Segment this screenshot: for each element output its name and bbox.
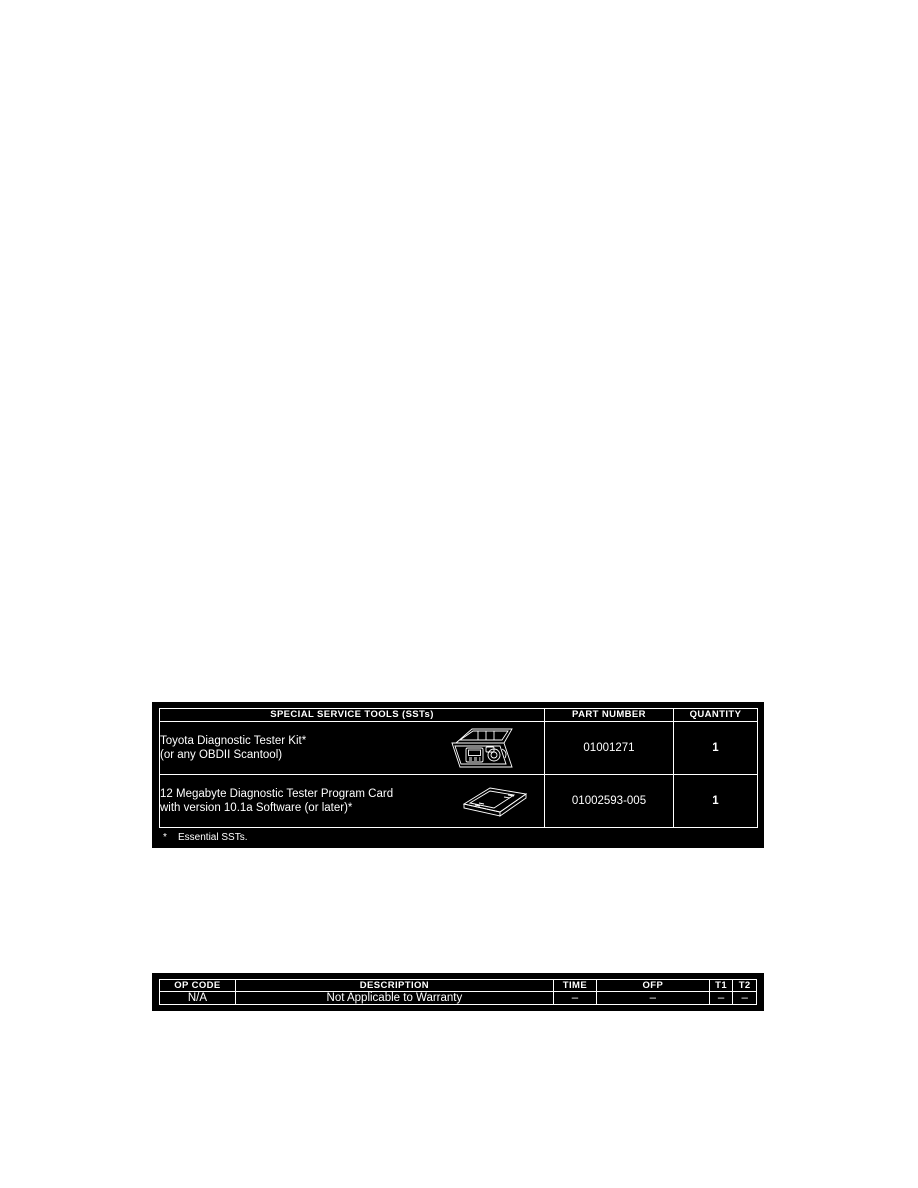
column-header-t1: T1 bbox=[709, 980, 733, 992]
sst-description-line2: (or any OBDII Scantool) bbox=[160, 749, 283, 761]
warranty-description-cell: Not Applicable to Warranty bbox=[235, 992, 553, 1005]
table-header-row bbox=[160, 980, 757, 992]
sst-quantity-cell: 1 bbox=[674, 722, 758, 775]
table-row bbox=[160, 992, 757, 1005]
column-header-t2: T2 bbox=[733, 980, 757, 992]
column-header-quantity: QUANTITY bbox=[674, 709, 758, 722]
sst-footnote: * Essential SSTs. bbox=[163, 832, 248, 843]
warranty-information-block bbox=[152, 973, 764, 1011]
warranty-t1-cell: – bbox=[709, 992, 733, 1005]
diagnostic-tester-kit-illustration-icon bbox=[442, 723, 538, 773]
column-header-time: TIME bbox=[553, 980, 596, 992]
table-row bbox=[160, 775, 758, 828]
table-header-row bbox=[160, 709, 758, 722]
column-header-op-code: OP CODE bbox=[160, 980, 236, 992]
sst-part-number-cell: 01001271 bbox=[545, 722, 674, 775]
program-card-illustration-icon bbox=[442, 784, 538, 818]
sst-part-number-cell: 01002593-005 bbox=[545, 775, 674, 828]
column-header-ofp: OFP bbox=[596, 980, 709, 992]
special-service-tools-table bbox=[159, 708, 758, 828]
table-row bbox=[160, 722, 758, 775]
sst-quantity-cell: 1 bbox=[674, 775, 758, 828]
warranty-ofp-cell: – bbox=[596, 992, 709, 1005]
warranty-op-code-cell: N/A bbox=[160, 992, 236, 1005]
warranty-t2-cell: – bbox=[733, 992, 757, 1005]
sst-description-line1: Toyota Diagnostic Tester Kit* bbox=[160, 734, 307, 747]
warranty-time-cell: – bbox=[553, 992, 596, 1005]
column-header-description: SPECIAL SERVICE TOOLS (SSTs) bbox=[160, 709, 545, 722]
sst-description-line1: 12 Megabyte Diagnostic Tester Program Card bbox=[160, 787, 394, 800]
warranty-table bbox=[159, 979, 757, 1005]
column-header-part-number: PART NUMBER bbox=[545, 709, 674, 722]
column-header-description: DESCRIPTION bbox=[235, 980, 553, 992]
sst-description-cell bbox=[160, 722, 545, 775]
sst-description-line2: with version 10.1a Software (or later)* bbox=[160, 802, 353, 814]
sst-description-cell bbox=[160, 775, 545, 828]
special-service-tools-block bbox=[152, 702, 764, 848]
